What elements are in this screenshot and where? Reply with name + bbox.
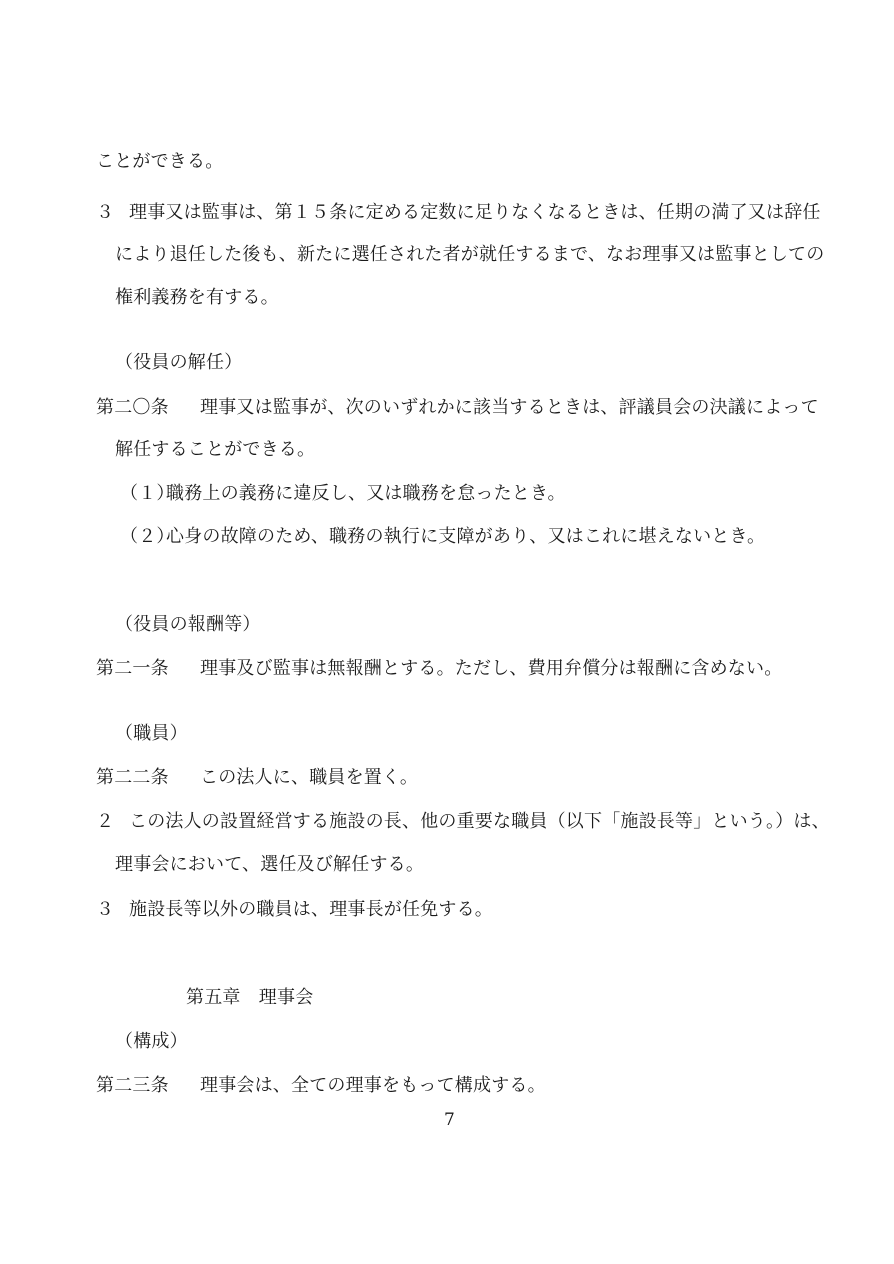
article-label: 第二三条 bbox=[96, 1075, 169, 1096]
article-23-line-1 bbox=[96, 1074, 546, 1098]
article-22-paragraph-2-line-1 bbox=[96, 810, 830, 834]
item-text: 職務上の義務に違反し、又は職務を怠ったとき。 bbox=[166, 483, 566, 504]
paragraph-number: ２ bbox=[96, 811, 115, 832]
article-text: 理事又は監事が、次のいずれかに該当するときは、評議員会の決議によって bbox=[200, 397, 819, 418]
article-text: 理事及び監事は無報酬とする。ただし、費用弁償分は報酬に含めない。 bbox=[200, 658, 783, 679]
article-22-paragraph-2-line-2: 理事会において、選任及び解任する。 bbox=[115, 854, 425, 875]
article-21-heading: （役員の報酬等） bbox=[115, 614, 261, 635]
article-22-line-1 bbox=[96, 766, 418, 790]
article-text: この法人に、職員を置く。 bbox=[200, 767, 419, 788]
paragraph-text: この法人の設置経営する施設の長、他の重要な職員（以下「施設長等」という。）は、 bbox=[129, 811, 830, 832]
item-number: （２） bbox=[120, 526, 175, 547]
item-number: （１） bbox=[120, 483, 175, 504]
article-22-paragraph-3 bbox=[96, 898, 493, 922]
article-22-heading: （職員） bbox=[115, 723, 188, 744]
article-21-line-1 bbox=[96, 657, 782, 681]
paragraph-3-line-1 bbox=[96, 201, 821, 225]
page-number: 7 bbox=[444, 1110, 456, 1130]
paragraph-number: ３ bbox=[96, 202, 115, 223]
article-text: 理事会は、全ての理事をもって構成する。 bbox=[200, 1075, 546, 1096]
continuation-line: ことができる。 bbox=[96, 151, 224, 172]
paragraph-3-line-2: により退任した後も、新たに選任された者が就任するまで、なお理事又は監事としての bbox=[115, 244, 825, 265]
article-20-line-2: 解任することができる。 bbox=[115, 439, 316, 460]
article-20-line-1 bbox=[96, 396, 819, 420]
paragraph-3-line-3: 権利義務を有する。 bbox=[115, 287, 279, 308]
paragraph-text: 理事又は監事は、第１５条に定める定数に足りなくなるときは、任期の満了又は辞任 bbox=[129, 202, 821, 223]
article-label: 第二〇条 bbox=[96, 397, 169, 418]
item-text: 心身の故障のため、職務の執行に支障があり、又はこれに堪えないとき。 bbox=[166, 526, 766, 547]
article-23-heading: （構成） bbox=[115, 1031, 188, 1052]
article-label: 第二一条 bbox=[96, 658, 169, 679]
paragraph-text: 施設長等以外の職員は、理事長が任免する。 bbox=[129, 899, 493, 920]
article-20-item-1 bbox=[120, 482, 566, 506]
article-20-item-2 bbox=[120, 525, 765, 549]
article-20-heading: （役員の解任） bbox=[115, 352, 243, 373]
chapter-5-title: 第五章 理事会 bbox=[186, 987, 314, 1008]
article-label: 第二二条 bbox=[96, 767, 169, 788]
paragraph-number: ３ bbox=[96, 899, 115, 920]
